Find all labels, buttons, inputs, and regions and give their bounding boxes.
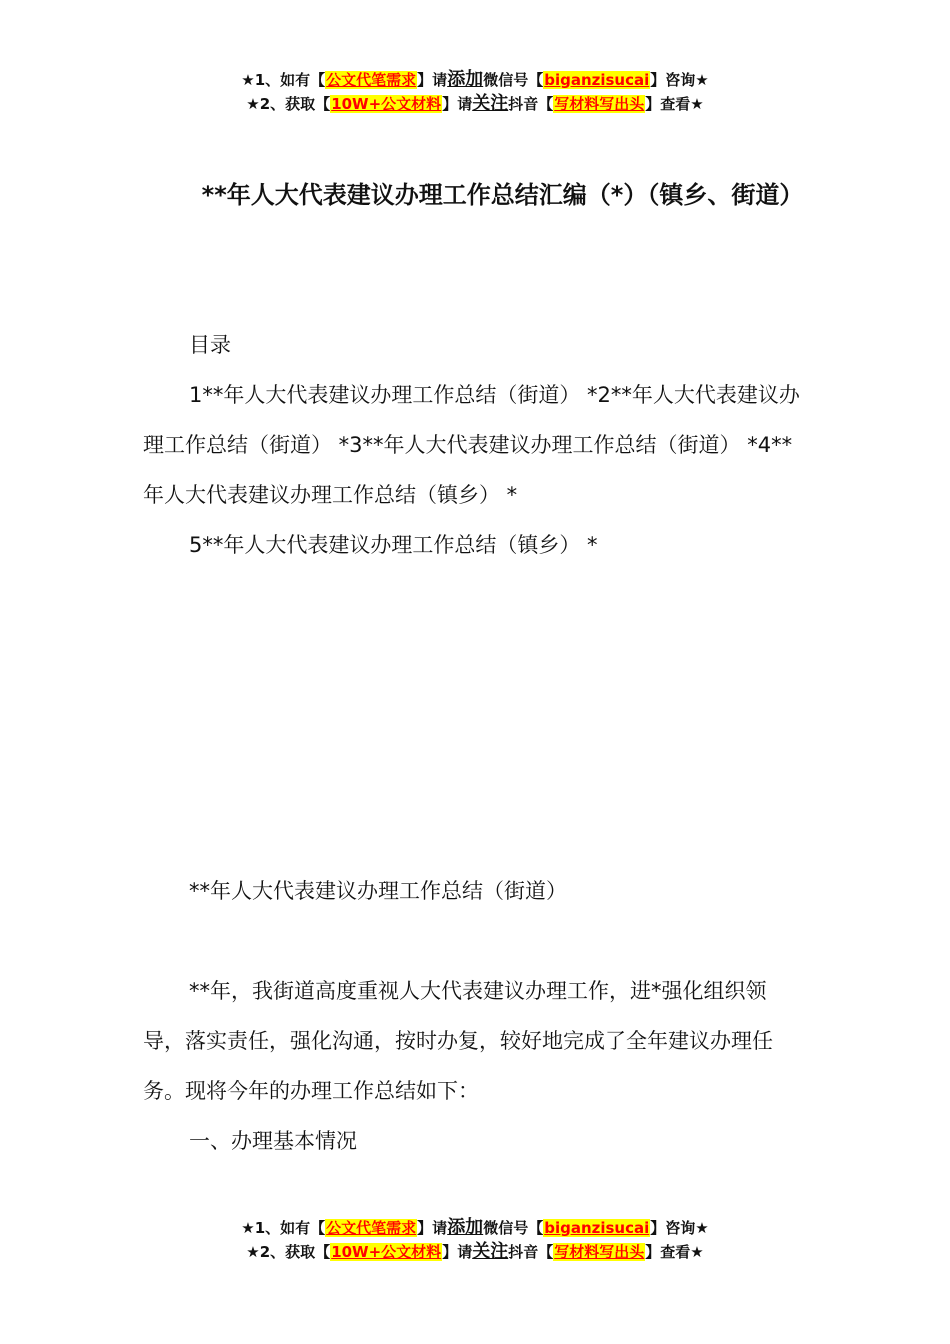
banner-emphasis: 添加 <box>447 69 484 90</box>
heading-block <box>143 1116 808 1166</box>
toc-paragraph: 5**年人大代表建议办理工作总结（镇乡） * <box>189 533 598 557</box>
banner-text: 】咨询★ <box>650 71 709 89</box>
banner-highlight: 10W+公文材料 <box>331 95 442 113</box>
banner-text: 】咨询★ <box>650 1219 709 1237</box>
banner-text: 】请 <box>417 1219 448 1237</box>
toc-label: 目录 <box>189 333 231 357</box>
banner-text: ★2、获取【 <box>246 1243 331 1261</box>
intro-block <box>143 966 808 1116</box>
banner-highlight: 公文代笔需求 <box>326 1219 417 1237</box>
banner-text: 】查看★ <box>645 95 704 113</box>
bottom-banner <box>0 1216 950 1264</box>
intro-paragraph: **年，我街道高度重视人大代表建议办理工作，进*强化组织领导，落实责任，强化沟通，按时办复，较好地完成了全年建议办理任务。现将今年的办理工作总结如下： <box>143 979 773 1103</box>
banner-emphasis: 添加 <box>447 1217 484 1238</box>
banner-text: 】请 <box>442 95 473 113</box>
banner-line-1 <box>0 68 950 92</box>
banner-text: 】查看★ <box>645 1243 704 1261</box>
banner-text: ★1、如有【 <box>241 1219 326 1237</box>
banner-highlight: biganzisucai <box>544 1219 650 1237</box>
section-title-block <box>143 866 808 916</box>
banner-text: ★2、获取【 <box>246 95 331 113</box>
section-title: **年人大代表建议办理工作总结（街道） <box>189 879 567 903</box>
banner-highlight: 写材料写出头 <box>554 95 645 113</box>
banner-text: 抖音【 <box>508 95 554 113</box>
banner-emphasis: 关注 <box>472 93 509 114</box>
banner-text: 】请 <box>442 1243 473 1261</box>
document-title: **年人大代表建议办理工作总结汇编（*）（镇乡、街道） <box>201 181 804 209</box>
banner-highlight: 公文代笔需求 <box>326 71 417 89</box>
banner-text: 微信号【 <box>483 71 544 89</box>
banner-line-1 <box>0 1216 950 1240</box>
section-heading: 一、办理基本情况 <box>189 1129 357 1153</box>
banner-line-2 <box>0 1240 950 1264</box>
banner-text: 】请 <box>417 71 448 89</box>
banner-line-2 <box>0 92 950 116</box>
banner-text: 微信号【 <box>483 1219 544 1237</box>
top-banner <box>0 68 950 116</box>
toc-paragraph: 1**年人大代表建议办理工作总结（街道） *2**年人大代表建议办理工作总结（街道） *3**年人大代表建议办理工作总结（街道） *4**年人大代表建议办理工作总结（镇乡） * <box>143 383 800 507</box>
banner-highlight: 10W+公文材料 <box>331 1243 442 1261</box>
banner-emphasis: 关注 <box>472 1241 509 1262</box>
banner-text: ★1、如有【 <box>241 71 326 89</box>
banner-highlight: 写材料写出头 <box>554 1243 645 1261</box>
toc-label-block <box>143 320 808 370</box>
banner-highlight: biganzisucai <box>544 71 650 89</box>
toc-list <box>143 370 808 570</box>
banner-text: 抖音【 <box>508 1243 554 1261</box>
